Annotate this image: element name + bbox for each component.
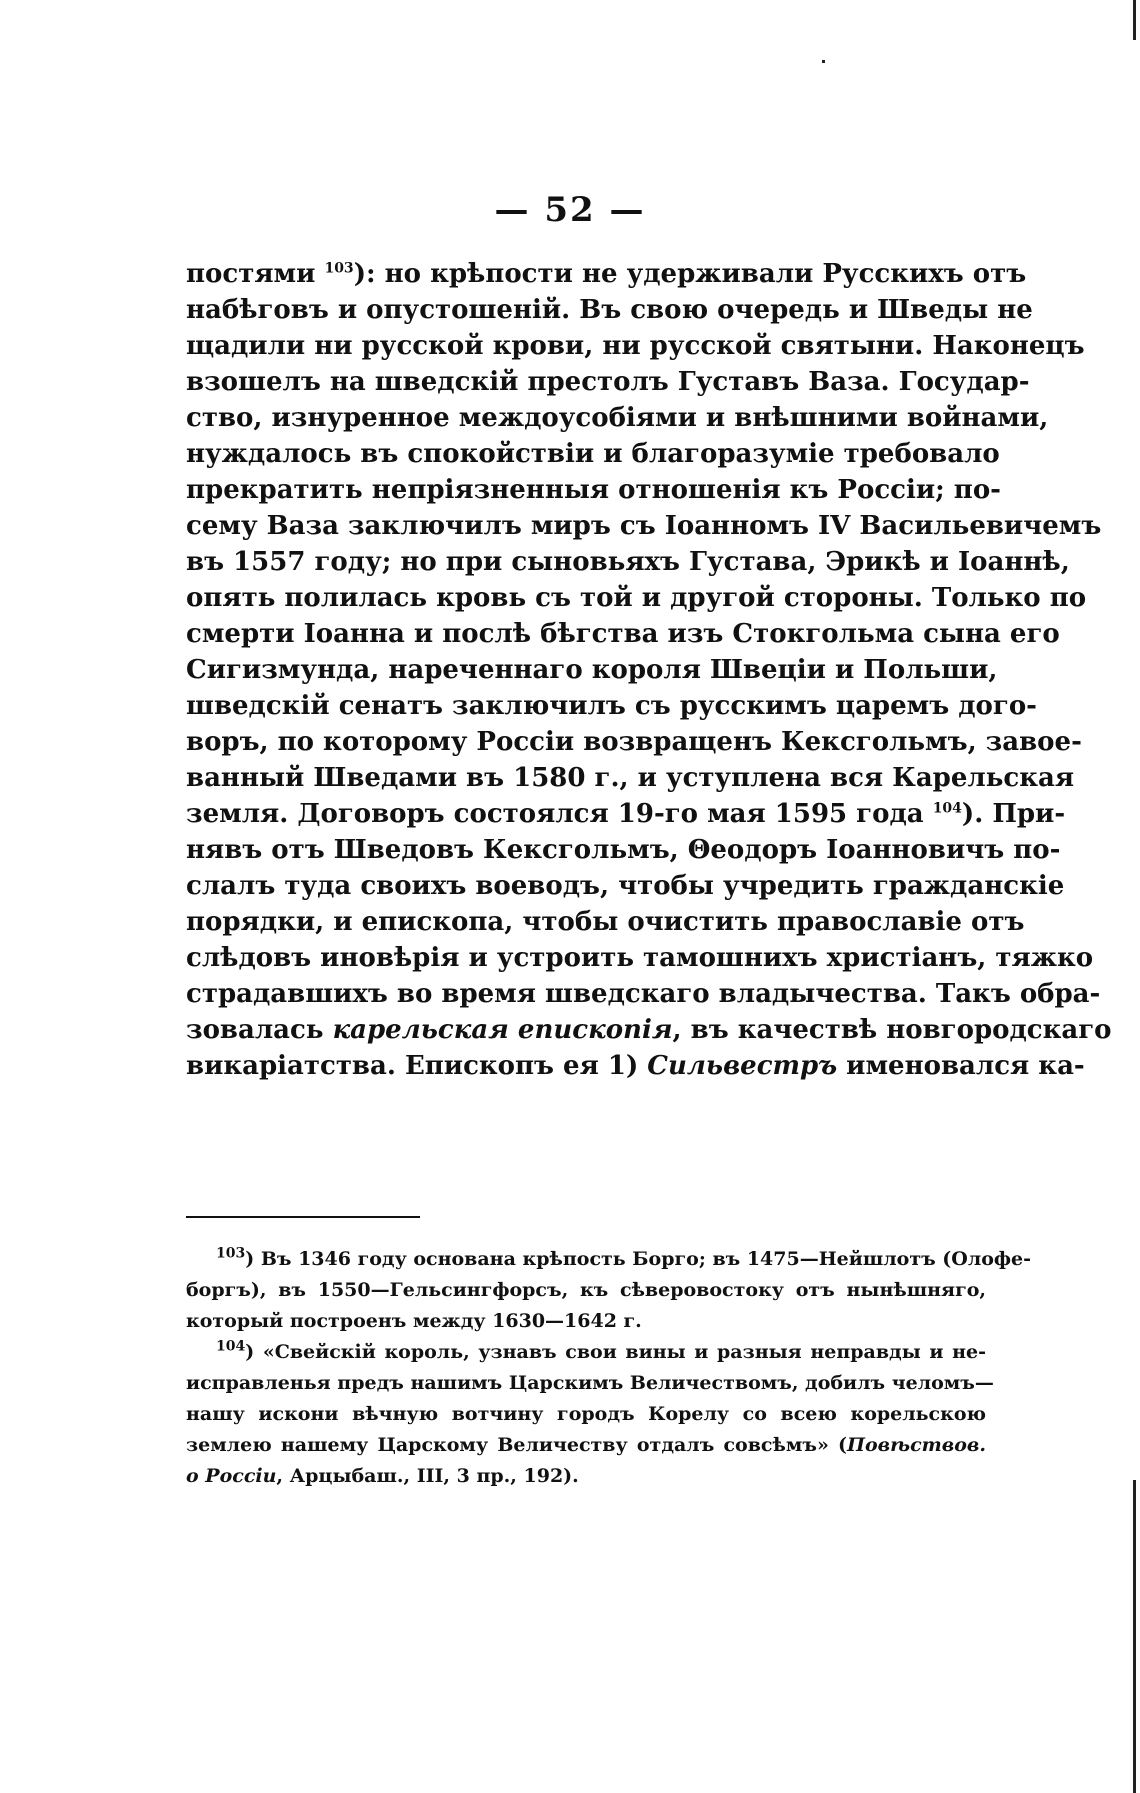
text-segment: постями [186, 259, 325, 289]
text-segment: ) «Свейскій король, узнавъ свои вины и разныя неправды и не- [245, 1341, 986, 1363]
text-segment: , въ качествѣ новгородскаго [672, 1015, 1112, 1045]
text-line-8: сему Ваза заключилъ миръ съ Іоанномъ IV Васильевичемъ [186, 511, 1102, 541]
text-segment: викаріатства. Епископъ ея 1) [186, 1051, 648, 1081]
footnote-104-line-4 [186, 1430, 986, 1461]
italic-term: карельская епископія [332, 1015, 673, 1045]
text-line-12: Сигизмунда, нареченнаго короля Швеціи и Польши, [186, 655, 998, 685]
text-segment: земля. Договоръ состоялся 19-го мая 1595 года [186, 799, 933, 829]
text-line-1 [186, 256, 1027, 292]
text-line-14: воръ, по которому Россіи возвращенъ Кексгольмъ, завое- [186, 727, 1082, 757]
footnote-ref-103: 103 [324, 260, 354, 277]
text-line-16 [186, 796, 1066, 832]
footnote-104-line-3: нашу искони вѣчную вотчину городъ Корелу со всею корельскою [186, 1403, 986, 1425]
text-line-15: ванный Шведами въ 1580 г., и уступлена вся Карельская [186, 763, 1075, 793]
footnote-ref-104: 104 [932, 800, 962, 817]
text-segment: зовалась [186, 1015, 333, 1045]
italic-source: о Россіи [186, 1465, 277, 1487]
text-line-3: щадили ни русской крови, ни русской святыни. Наконецъ [186, 331, 1085, 361]
text-line-21: страдавшихъ во время шведскаго владычества. Такъ обра- [186, 979, 1101, 1009]
text-line-19: порядки, и епископа, чтобы очистить православіе отъ [186, 907, 1025, 937]
text-line-4: взошелъ на шведскій престолъ Густавъ Ваза. Государ- [186, 367, 1030, 397]
text-line-17: нявъ отъ Шведовъ Кексгольмъ, Θеодоръ Іоанновичъ по- [186, 835, 1061, 865]
text-line-10: опять полилась кровь съ той и другой стороны. Только по [186, 583, 1087, 613]
text-line-18: слалъ туда своихъ воеводъ, чтобы учредить гражданскіе [186, 871, 1065, 901]
footnotes [186, 1244, 1032, 1492]
page-number: — 52 — [494, 190, 646, 230]
footnote-103-line-2: боргъ), въ 1550—Гельсингфорсъ, къ сѣверовостоку отъ нынѣшняго, [186, 1279, 986, 1301]
text-line-9: въ 1557 году; но при сыновьяхъ Густава, Эрикѣ и Іоаннѣ, [186, 547, 1070, 577]
scan-edge-mark [1133, 0, 1136, 40]
scan-speck [822, 60, 825, 63]
text-segment: землею нашему Царскому Величеству отдалъ совсѣмъ» ( [186, 1434, 848, 1456]
footnote-103-line-3: который построенъ между 1630—1642 г. [186, 1310, 642, 1332]
footnote-104-line-1 [186, 1337, 986, 1368]
footnote-104-line-5 [186, 1461, 986, 1492]
footnote-divider [186, 1216, 420, 1218]
text-line-6: нуждалось въ спокойствіи и благоразуміе требовало [186, 439, 1000, 469]
text-line-13: шведскій сенатъ заключилъ съ русскимъ царемъ дого- [186, 691, 1037, 721]
scan-edge-mark [1133, 1480, 1136, 1793]
text-line-22 [186, 1012, 1112, 1048]
text-segment: ) Въ 1346 году основана крѣпость Борго; въ 1475—Нейшлотъ (Олофе- [245, 1248, 1032, 1270]
text-segment: ): но крѣпости не удерживали Русскихъ отъ [353, 259, 1027, 289]
text-segment: , Арцыбаш., III, 3 пр., 192). [276, 1465, 579, 1487]
text-segment: ). При- [961, 799, 1066, 829]
text-line-20: слѣдовъ иновѣрія и устроить тамошнихъ христіанъ, тяжко [186, 943, 1094, 973]
text-line-11: смерти Іоанна и послѣ бѣгства изъ Стокгольма сына его [186, 619, 1060, 649]
text-line-5: ство, изнуренное междоусобіями и внѣшними войнами, [186, 403, 1049, 433]
italic-name: Сильвестръ [647, 1051, 838, 1081]
footnote-marker-103: 103 [216, 1245, 246, 1262]
main-text [186, 256, 1112, 1084]
text-line-23 [186, 1048, 1085, 1084]
italic-source: Повѣствов. [847, 1434, 986, 1456]
text-line-2: набѣговъ и опустошеній. Въ свою очередь и Шведы не [186, 295, 1033, 325]
text-segment: именовался ка- [837, 1051, 1085, 1081]
footnote-marker-104: 104 [216, 1338, 246, 1355]
text-line-7: прекратить непріязненныя отношенія къ Россіи; по- [186, 475, 1001, 505]
footnote-103-line-1 [186, 1244, 1032, 1275]
footnote-104-line-2: исправленья предъ нашимъ Царскимъ Величествомъ, добилъ челомъ— [186, 1372, 994, 1394]
